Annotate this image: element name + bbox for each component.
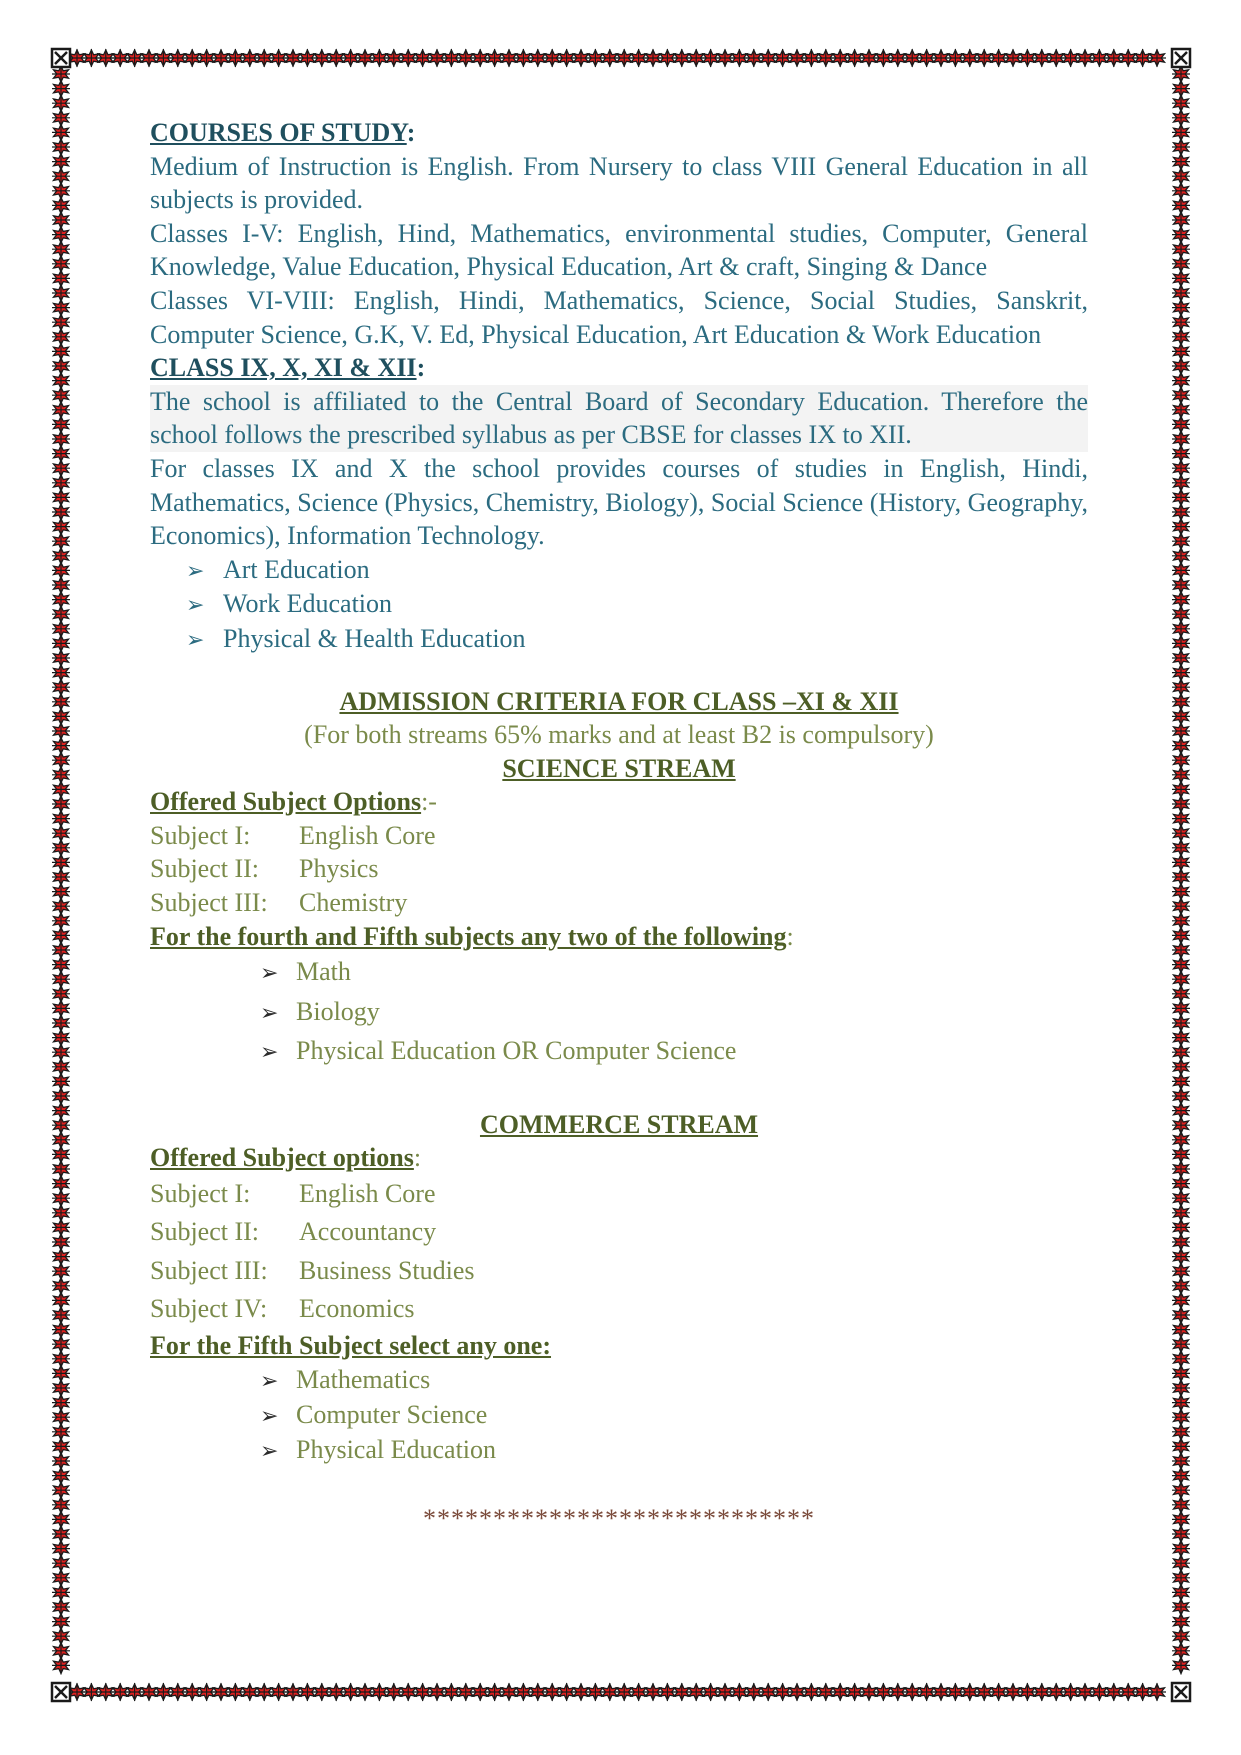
commerce-options-label: Offered Subject options	[150, 1143, 414, 1173]
border-star-icon	[1172, 1656, 1190, 1674]
courses-classes-i-v-paragraph: Classes I-V: English, Hind, Mathematics, environmental studies, Computer, General Knowledge, Value Education, Physical Education, Art & craft, Singing & Dance	[150, 218, 1088, 282]
square-x-corner-icon	[52, 1683, 70, 1701]
footer-star-divider: ****************************	[423, 1503, 815, 1533]
science-choice-suffix: :	[786, 921, 794, 951]
science-heading-line	[150, 752, 1088, 786]
list-item: ➢ Physical Education	[150, 1433, 1088, 1468]
table-row: Subject II: Physics	[150, 854, 379, 884]
arrowhead-bullet-icon: ➢	[260, 999, 279, 1025]
commerce-choice-line	[150, 1329, 1088, 1363]
table-row: Subject III: Business Studies	[150, 1255, 475, 1285]
list-item: ➢ Mathematics	[150, 1363, 1088, 1398]
courses-heading-line	[150, 116, 1088, 150]
arrowhead-bullet-icon: ➢	[260, 960, 279, 986]
arrowhead-bullet-icon: ➢	[186, 557, 205, 583]
border-star-icon	[1148, 1683, 1166, 1701]
science-options-line	[150, 785, 1088, 819]
arrowhead-bullet-icon: ➢	[260, 1039, 279, 1065]
science-choice-line	[150, 920, 1088, 954]
admission-note: (For both streams 65% marks and at least B2 is compulsory)	[304, 720, 934, 750]
square-x-corner-icon	[52, 49, 70, 67]
commerce-subject-list	[150, 1175, 1088, 1329]
arrowhead-bullet-icon: ➢	[186, 626, 205, 652]
list-item: ➢ Physical Education OR Computer Science	[150, 1032, 1088, 1072]
class-ix-xii-heading-colon: :	[416, 353, 426, 383]
science-subject-list	[150, 819, 1088, 920]
border-star-icon	[1148, 49, 1166, 67]
courses-classes-vi-viii-paragraph: Classes VI-VIII: English, Hindi, Mathematics, Science, Social Studies, Sanskrit, Computer Science, G.K, V. Ed, Physical Education, Art Education & Work Education	[150, 285, 1088, 349]
table-row: Subject I: English Core	[150, 1178, 436, 1208]
science-choice-list	[150, 953, 1088, 1072]
list-item: ➢ Computer Science	[150, 1398, 1088, 1433]
admission-heading: ADMISSION CRITERIA FOR CLASS –XI & XII	[339, 686, 899, 716]
table-row: Subject I: English Core	[150, 820, 436, 850]
class-ix-xii-heading: CLASS IX, X, XI & XII	[150, 353, 417, 383]
admission-heading-line	[150, 685, 1088, 719]
science-options-suffix: :-	[421, 787, 437, 817]
list-item: ➢ Art Education	[150, 553, 1088, 588]
cbse-affiliation-paragraph: The school is affiliated to the Central Board of Secondary Education. Therefore the school follows the prescribed syllabus as per CBSE for classes IX to XII.	[150, 385, 1088, 452]
courses-medium-paragraph: Medium of Instruction is English. From Nursery to class VIII General Education in all subjects is provided.	[150, 151, 1088, 215]
list-item: ➢ Biology	[150, 993, 1088, 1033]
table-row: Subject II: Accountancy	[150, 1217, 437, 1247]
list-item: ➢ Work Education	[150, 587, 1088, 622]
class-ix-x-bullet-list	[150, 553, 1088, 657]
class-ix-x-courses-paragraph: For classes IX and X the school provides courses of studies in English, Hindi, Mathematics, Science (Physics, Chemistry, Biology), Social Science (History, Geography, Economics), Information Technology.	[150, 453, 1088, 551]
list-item: ➢ Math	[150, 953, 1088, 993]
table-row: Subject IV: Economics	[150, 1294, 415, 1324]
commerce-heading-line	[150, 1108, 1088, 1142]
class-ix-xii-heading-line	[150, 351, 1088, 385]
list-item: ➢ Physical & Health Education	[150, 622, 1088, 657]
commerce-options-line	[150, 1141, 1088, 1175]
table-row: Subject III: Chemistry	[150, 888, 408, 918]
commerce-choice-list	[150, 1363, 1088, 1468]
science-stream-heading: SCIENCE STREAM	[502, 753, 736, 783]
courses-heading-colon: :	[406, 118, 416, 147]
commerce-options-suffix: :	[413, 1143, 422, 1173]
courses-heading: COURSES OF STUDY	[150, 118, 407, 147]
science-options-label: Offered Subject Options	[150, 787, 422, 817]
document-body	[150, 116, 1088, 1535]
arrowhead-bullet-icon: ➢	[260, 1367, 279, 1393]
science-choice-label: For the fourth and Fifth subjects any two of the following	[150, 921, 787, 951]
arrowhead-bullet-icon: ➢	[260, 1437, 279, 1463]
square-x-corner-icon	[1172, 1683, 1190, 1701]
arrowhead-bullet-icon: ➢	[260, 1402, 279, 1428]
arrowhead-bullet-icon: ➢	[186, 592, 205, 618]
commerce-choice-label: For the Fifth Subject select any one:	[150, 1330, 552, 1360]
square-x-corner-icon	[1172, 49, 1190, 67]
commerce-stream-heading: COMMERCE STREAM	[479, 1109, 759, 1139]
border-star-icon	[52, 1656, 70, 1674]
